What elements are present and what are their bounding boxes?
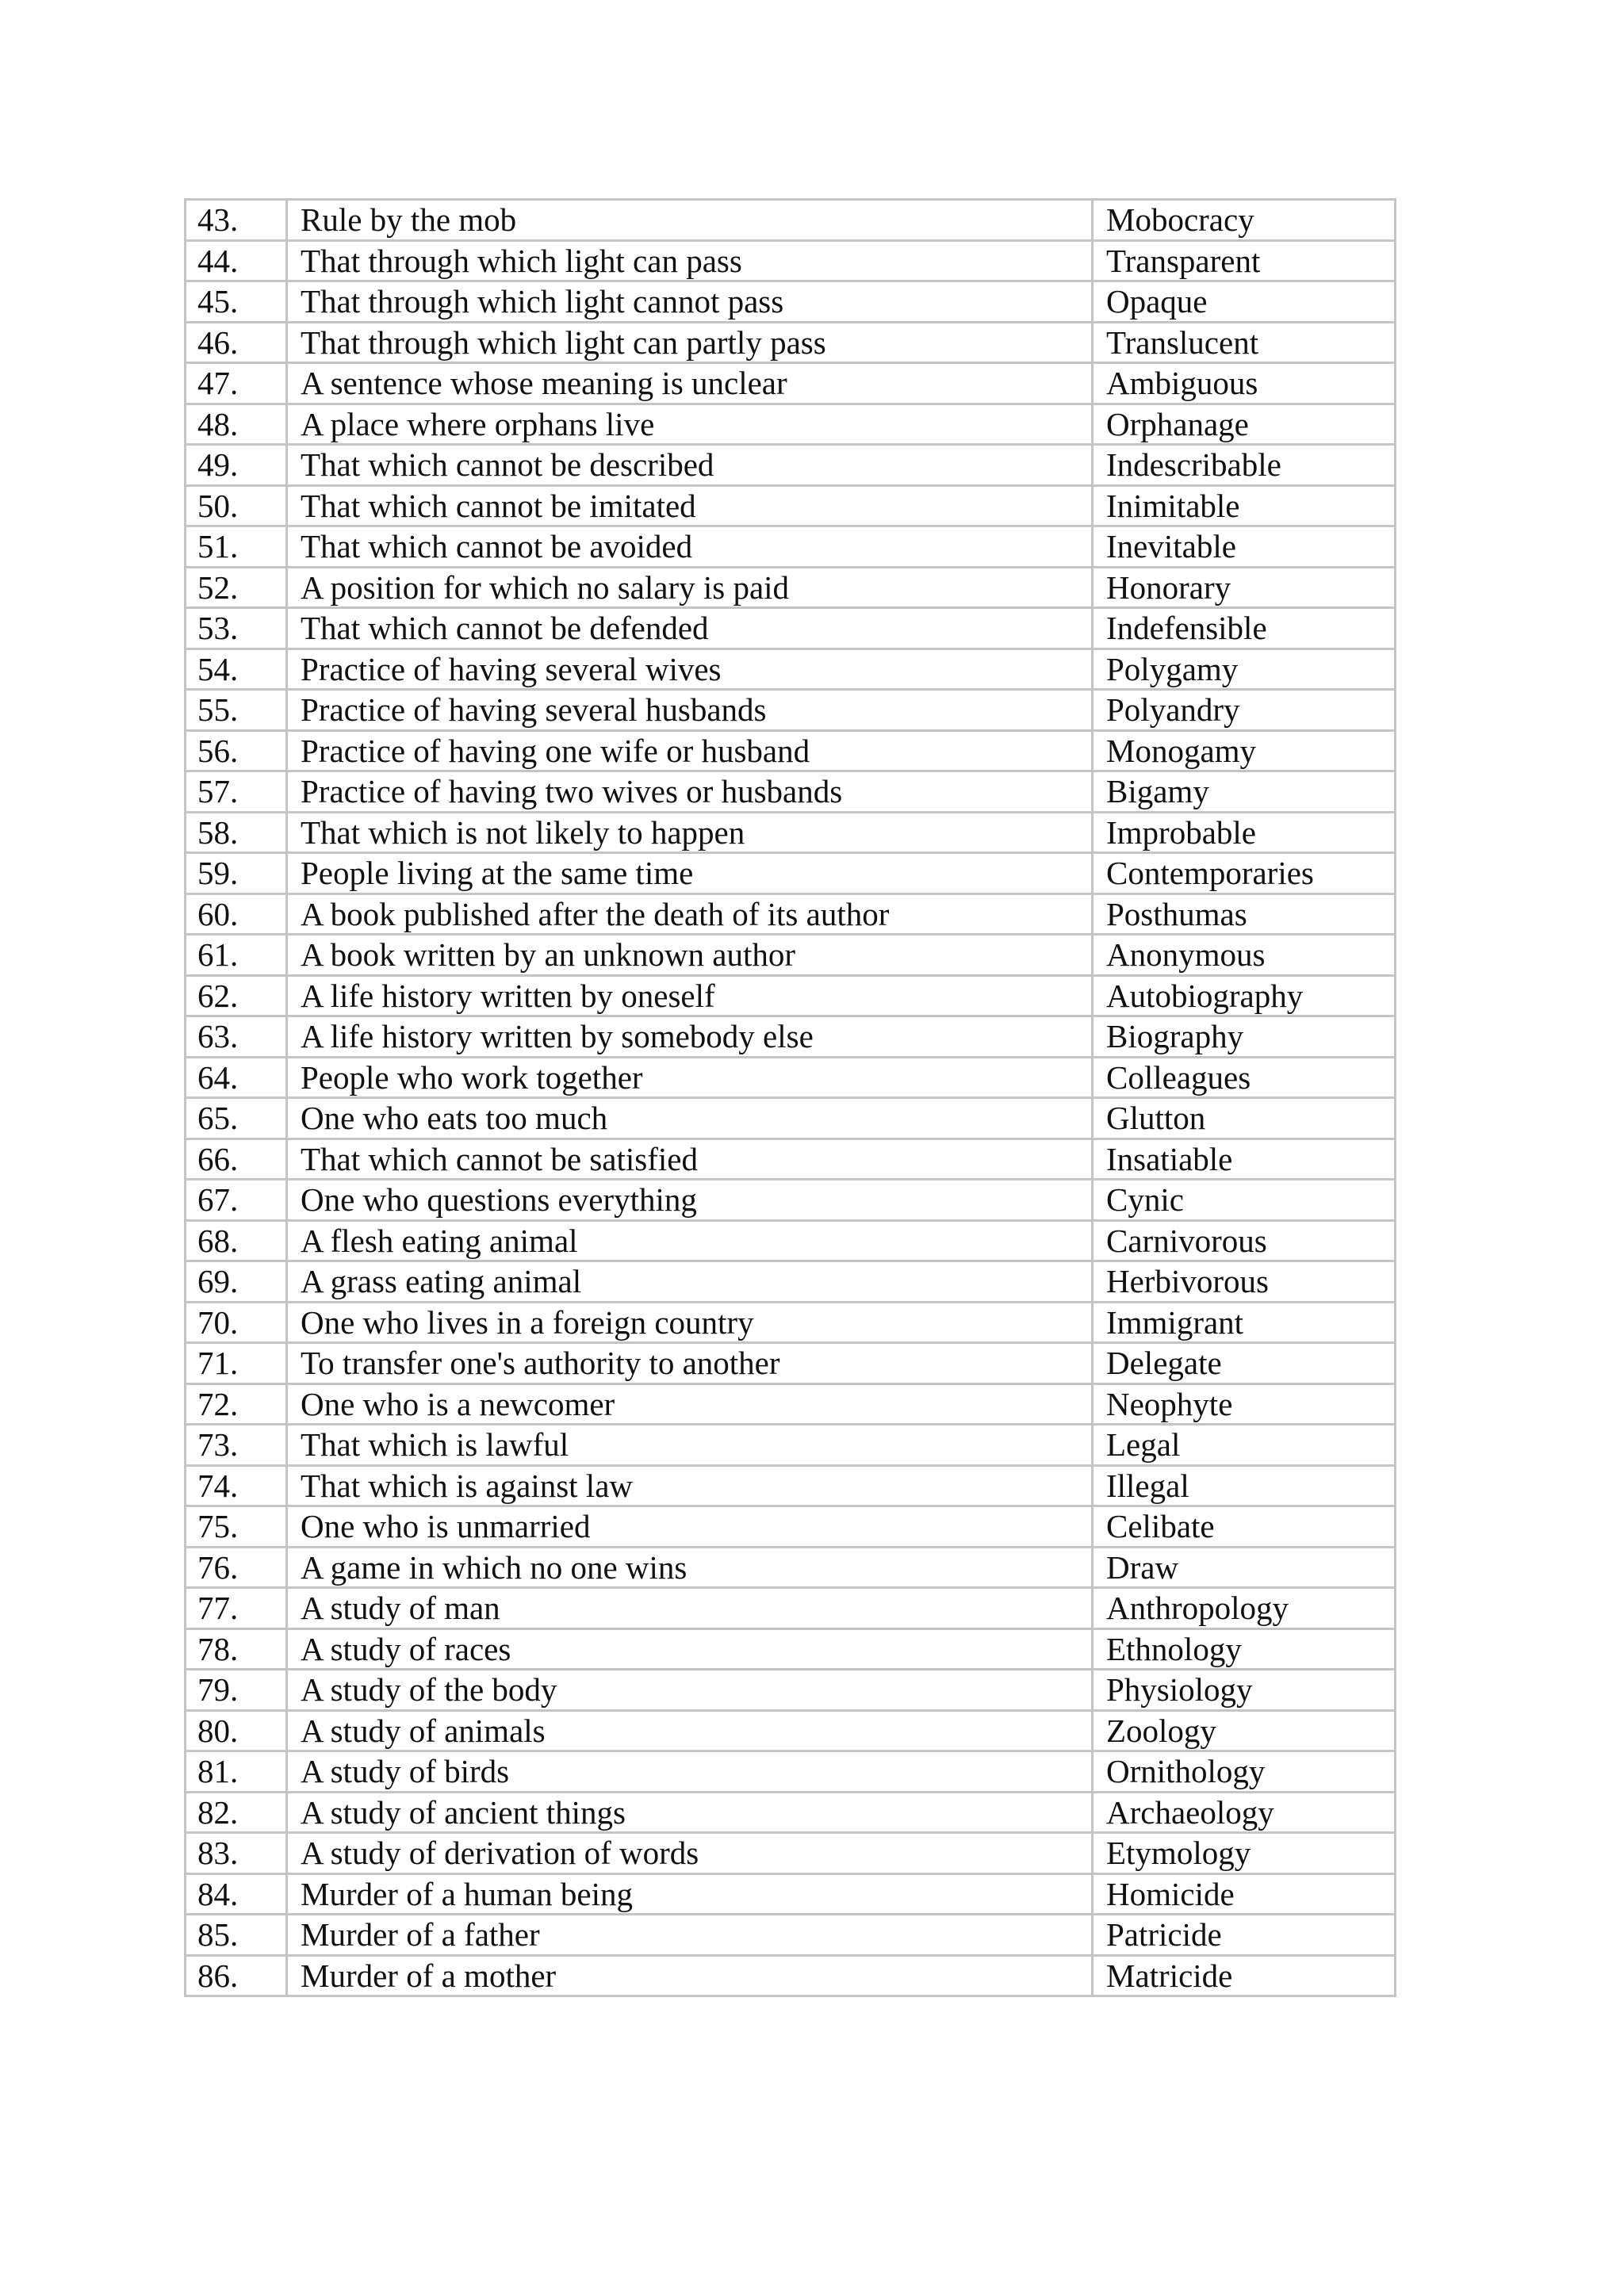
table-row bbox=[186, 1588, 1396, 1629]
definition-cell: People who work together bbox=[287, 1057, 1093, 1098]
word-cell: Biography bbox=[1093, 1016, 1396, 1058]
table-row bbox=[186, 1302, 1396, 1343]
table-row bbox=[186, 1751, 1396, 1793]
row-number: 75. bbox=[186, 1506, 287, 1548]
definition-cell: A study of ancient things bbox=[287, 1792, 1093, 1833]
table-row bbox=[186, 281, 1396, 323]
table-row bbox=[186, 1792, 1396, 1833]
row-number: 79. bbox=[186, 1670, 287, 1711]
definition-cell: Murder of a human being bbox=[287, 1873, 1093, 1915]
row-number: 86. bbox=[186, 1955, 287, 1996]
row-number: 60. bbox=[186, 894, 287, 935]
row-number: 51. bbox=[186, 526, 287, 568]
table-row bbox=[186, 1955, 1396, 1996]
row-number: 77. bbox=[186, 1588, 287, 1629]
row-number: 57. bbox=[186, 771, 287, 813]
row-number: 43. bbox=[186, 200, 287, 241]
table-row bbox=[186, 404, 1396, 445]
definition-cell: That which is not likely to happen bbox=[287, 812, 1093, 853]
row-number: 64. bbox=[186, 1057, 287, 1098]
row-number: 45. bbox=[186, 281, 287, 323]
table-row bbox=[186, 485, 1396, 526]
definition-cell: A sentence whose meaning is unclear bbox=[287, 363, 1093, 404]
word-cell: Glutton bbox=[1093, 1098, 1396, 1139]
definition-cell: Murder of a mother bbox=[287, 1955, 1093, 1996]
row-number: 61. bbox=[186, 935, 287, 976]
word-cell: Transparent bbox=[1093, 240, 1396, 281]
definition-cell: One who questions everything bbox=[287, 1180, 1093, 1221]
definition-cell: A life history written by oneself bbox=[287, 975, 1093, 1016]
row-number: 71. bbox=[186, 1343, 287, 1384]
row-number: 44. bbox=[186, 240, 287, 281]
word-cell: Ornithology bbox=[1093, 1751, 1396, 1793]
word-cell: Herbivorous bbox=[1093, 1261, 1396, 1303]
definition-cell: Practice of having several husbands bbox=[287, 690, 1093, 731]
table-row bbox=[186, 1547, 1396, 1588]
word-cell: Inevitable bbox=[1093, 526, 1396, 568]
row-number: 81. bbox=[186, 1751, 287, 1793]
table-row bbox=[186, 1873, 1396, 1915]
word-cell: Delegate bbox=[1093, 1343, 1396, 1384]
table-row bbox=[186, 690, 1396, 731]
row-number: 62. bbox=[186, 975, 287, 1016]
table-row bbox=[186, 1506, 1396, 1548]
row-number: 73. bbox=[186, 1425, 287, 1466]
row-number: 68. bbox=[186, 1220, 287, 1261]
table-row bbox=[186, 1383, 1396, 1425]
table-row bbox=[186, 1710, 1396, 1751]
row-number: 85. bbox=[186, 1915, 287, 1956]
table-row bbox=[186, 975, 1396, 1016]
word-cell: Opaque bbox=[1093, 281, 1396, 323]
table-row bbox=[186, 1465, 1396, 1506]
definition-cell: A study of animals bbox=[287, 1710, 1093, 1751]
word-cell: Anthropology bbox=[1093, 1588, 1396, 1629]
word-cell: Illegal bbox=[1093, 1465, 1396, 1506]
word-cell: Zoology bbox=[1093, 1710, 1396, 1751]
definition-cell: A life history written by somebody else bbox=[287, 1016, 1093, 1058]
table-row bbox=[186, 1016, 1396, 1058]
row-number: 50. bbox=[186, 485, 287, 526]
table-row bbox=[186, 200, 1396, 241]
table-row bbox=[186, 1098, 1396, 1139]
word-cell: Autobiography bbox=[1093, 975, 1396, 1016]
word-cell: Legal bbox=[1093, 1425, 1396, 1466]
row-number: 72. bbox=[186, 1383, 287, 1425]
table-row bbox=[186, 730, 1396, 771]
row-number: 65. bbox=[186, 1098, 287, 1139]
word-cell: Physiology bbox=[1093, 1670, 1396, 1711]
definition-cell: That which is against law bbox=[287, 1465, 1093, 1506]
row-number: 78. bbox=[186, 1628, 287, 1670]
definition-cell: Practice of having several wives bbox=[287, 649, 1093, 690]
word-cell: Immigrant bbox=[1093, 1302, 1396, 1343]
definition-cell: One who is a newcomer bbox=[287, 1383, 1093, 1425]
row-number: 84. bbox=[186, 1873, 287, 1915]
table-row bbox=[186, 771, 1396, 813]
definition-cell: A study of the body bbox=[287, 1670, 1093, 1711]
definition-cell: That through which light can pass bbox=[287, 240, 1093, 281]
definition-cell: A study of races bbox=[287, 1628, 1093, 1670]
definition-cell: Murder of a father bbox=[287, 1915, 1093, 1956]
row-number: 53. bbox=[186, 608, 287, 649]
word-cell: Colleagues bbox=[1093, 1057, 1396, 1098]
table-row bbox=[186, 894, 1396, 935]
word-cell: Polyandry bbox=[1093, 690, 1396, 731]
word-cell: Celibate bbox=[1093, 1506, 1396, 1548]
table-row bbox=[186, 322, 1396, 363]
definition-cell: To transfer one's authority to another bbox=[287, 1343, 1093, 1384]
word-cell: Carnivorous bbox=[1093, 1220, 1396, 1261]
definition-cell: A place where orphans live bbox=[287, 404, 1093, 445]
row-number: 76. bbox=[186, 1547, 287, 1588]
table-row bbox=[186, 240, 1396, 281]
word-cell: Honorary bbox=[1093, 567, 1396, 608]
word-cell: Indefensible bbox=[1093, 608, 1396, 649]
table-row bbox=[186, 1343, 1396, 1384]
table-row bbox=[186, 1670, 1396, 1711]
word-cell: Anonymous bbox=[1093, 935, 1396, 976]
definition-cell: That which cannot be avoided bbox=[287, 526, 1093, 568]
word-cell: Draw bbox=[1093, 1547, 1396, 1588]
row-number: 49. bbox=[186, 445, 287, 486]
table-row bbox=[186, 1220, 1396, 1261]
definition-cell: One who eats too much bbox=[287, 1098, 1093, 1139]
definition-cell: That through which light cannot pass bbox=[287, 281, 1093, 323]
word-cell: Etymology bbox=[1093, 1833, 1396, 1874]
definition-cell: One who lives in a foreign country bbox=[287, 1302, 1093, 1343]
definition-cell: A study of birds bbox=[287, 1751, 1093, 1793]
word-cell: Ambiguous bbox=[1093, 363, 1396, 404]
definition-cell: A study of derivation of words bbox=[287, 1833, 1093, 1874]
table-row bbox=[186, 649, 1396, 690]
word-cell: Mobocracy bbox=[1093, 200, 1396, 241]
word-cell: Ethnology bbox=[1093, 1628, 1396, 1670]
table-body bbox=[186, 200, 1396, 1996]
table-row bbox=[186, 1628, 1396, 1670]
definition-cell: Practice of having two wives or husbands bbox=[287, 771, 1093, 813]
row-number: 46. bbox=[186, 322, 287, 363]
definition-cell: That which is lawful bbox=[287, 1425, 1093, 1466]
one-word-substitution-table bbox=[184, 198, 1396, 1997]
table-row bbox=[186, 1057, 1396, 1098]
definition-cell: That which cannot be defended bbox=[287, 608, 1093, 649]
table-row bbox=[186, 1180, 1396, 1221]
word-cell: Inimitable bbox=[1093, 485, 1396, 526]
definition-cell: That through which light can partly pass bbox=[287, 322, 1093, 363]
row-number: 58. bbox=[186, 812, 287, 853]
table-row bbox=[186, 608, 1396, 649]
row-number: 80. bbox=[186, 1710, 287, 1751]
table-row bbox=[186, 445, 1396, 486]
definition-cell: Rule by the mob bbox=[287, 200, 1093, 241]
word-cell: Translucent bbox=[1093, 322, 1396, 363]
word-cell: Archaeology bbox=[1093, 1792, 1396, 1833]
word-cell: Posthumas bbox=[1093, 894, 1396, 935]
table-row bbox=[186, 935, 1396, 976]
row-number: 59. bbox=[186, 853, 287, 894]
definition-cell: A study of man bbox=[287, 1588, 1093, 1629]
definition-cell: That which cannot be satisfied bbox=[287, 1138, 1093, 1180]
word-cell: Neophyte bbox=[1093, 1383, 1396, 1425]
table-row bbox=[186, 1833, 1396, 1874]
row-number: 56. bbox=[186, 730, 287, 771]
definition-cell: One who is unmarried bbox=[287, 1506, 1093, 1548]
word-cell: Insatiable bbox=[1093, 1138, 1396, 1180]
word-cell: Polygamy bbox=[1093, 649, 1396, 690]
definition-cell: Practice of having one wife or husband bbox=[287, 730, 1093, 771]
word-cell: Orphanage bbox=[1093, 404, 1396, 445]
table-row bbox=[186, 567, 1396, 608]
row-number: 69. bbox=[186, 1261, 287, 1303]
word-cell: Contemporaries bbox=[1093, 853, 1396, 894]
row-number: 82. bbox=[186, 1792, 287, 1833]
word-cell: Cynic bbox=[1093, 1180, 1396, 1221]
definition-cell: A book written by an unknown author bbox=[287, 935, 1093, 976]
word-cell: Bigamy bbox=[1093, 771, 1396, 813]
word-cell: Indescribable bbox=[1093, 445, 1396, 486]
table-row bbox=[186, 853, 1396, 894]
word-cell: Matricide bbox=[1093, 1955, 1396, 1996]
definition-cell: That which cannot be described bbox=[287, 445, 1093, 486]
definition-cell: A book published after the death of its author bbox=[287, 894, 1093, 935]
row-number: 52. bbox=[186, 567, 287, 608]
row-number: 74. bbox=[186, 1465, 287, 1506]
table-row bbox=[186, 526, 1396, 568]
word-cell: Monogamy bbox=[1093, 730, 1396, 771]
definition-cell: A game in which no one wins bbox=[287, 1547, 1093, 1588]
table-row bbox=[186, 812, 1396, 853]
definition-cell: People living at the same time bbox=[287, 853, 1093, 894]
definition-cell: A position for which no salary is paid bbox=[287, 567, 1093, 608]
table-row bbox=[186, 1261, 1396, 1303]
word-cell: Homicide bbox=[1093, 1873, 1396, 1915]
table-row bbox=[186, 363, 1396, 404]
row-number: 83. bbox=[186, 1833, 287, 1874]
definition-cell: That which cannot be imitated bbox=[287, 485, 1093, 526]
row-number: 66. bbox=[186, 1138, 287, 1180]
table-row bbox=[186, 1425, 1396, 1466]
row-number: 54. bbox=[186, 649, 287, 690]
row-number: 67. bbox=[186, 1180, 287, 1221]
row-number: 63. bbox=[186, 1016, 287, 1058]
table-row bbox=[186, 1138, 1396, 1180]
word-cell: Improbable bbox=[1093, 812, 1396, 853]
row-number: 70. bbox=[186, 1302, 287, 1343]
definition-cell: A grass eating animal bbox=[287, 1261, 1093, 1303]
row-number: 47. bbox=[186, 363, 287, 404]
table-row bbox=[186, 1915, 1396, 1956]
definition-cell: A flesh eating animal bbox=[287, 1220, 1093, 1261]
word-cell: Patricide bbox=[1093, 1915, 1396, 1956]
row-number: 55. bbox=[186, 690, 287, 731]
row-number: 48. bbox=[186, 404, 287, 445]
